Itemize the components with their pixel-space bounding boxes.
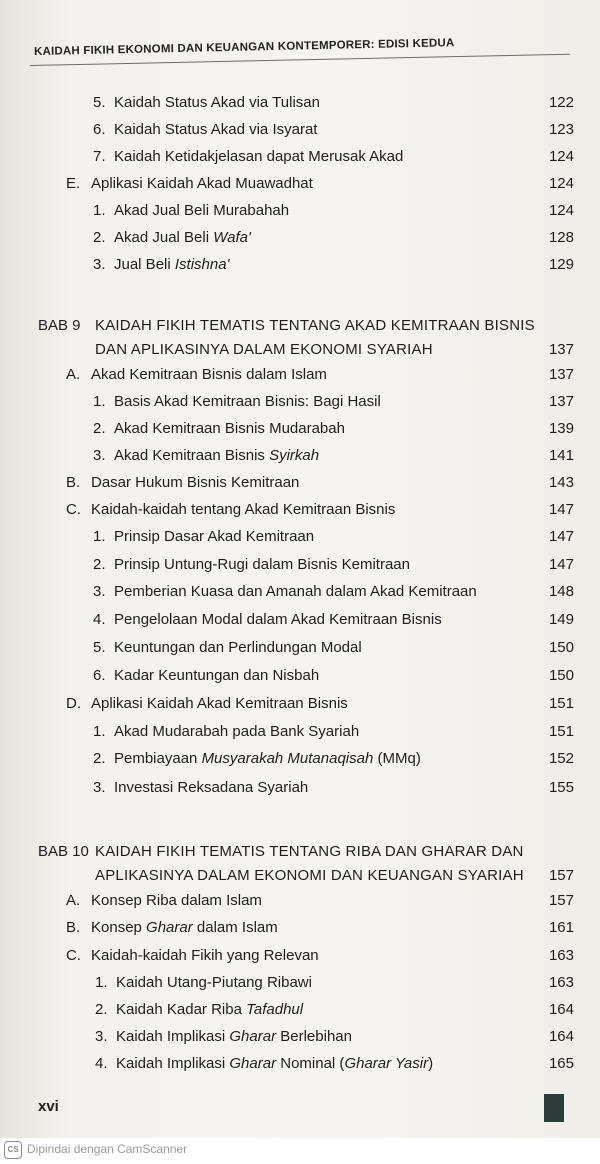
- toc-entry-page: 163: [548, 947, 574, 964]
- toc-entry-page: 124: [548, 148, 574, 165]
- toc-entry-title: Kaidah Kadar Riba Tafadhul: [116, 1001, 304, 1018]
- toc-entry: [0, 416, 600, 442]
- toc-entry-page: 151: [548, 695, 574, 712]
- toc-entry-number: 2.: [95, 1001, 108, 1018]
- toc-entry: [0, 746, 600, 772]
- toc-entry-title: Akad Kemitraan Bisnis Syirkah: [114, 447, 320, 464]
- toc-entry-title: Akad Mudarabah pada Bank Syariah: [114, 723, 360, 740]
- toc-entry-page: 151: [548, 723, 574, 740]
- toc-section-title: Aplikasi Kaidah Akad Kemitraan Bisnis: [91, 695, 348, 712]
- toc-entry-title: Kadar Keuntungan dan Nisbah: [114, 667, 320, 684]
- toc-section-letter: C.: [66, 947, 81, 964]
- chapter-heading: [0, 840, 600, 888]
- toc-entry-number: 7.: [93, 148, 106, 165]
- toc-entry: [0, 117, 600, 143]
- toc-entry-page: 139: [548, 420, 574, 437]
- toc-section: [0, 171, 600, 197]
- toc-entry-page: 128: [548, 229, 574, 246]
- toc-entry-title: Kaidah Status Akad via Isyarat: [114, 121, 318, 138]
- toc-entry: [0, 663, 600, 689]
- page-number: xvi: [38, 1098, 59, 1115]
- toc-entry-number: 6.: [93, 667, 106, 684]
- toc-entry-number: 1.: [93, 202, 106, 219]
- toc-section: [0, 943, 600, 969]
- toc-entry: [0, 90, 600, 116]
- chapter-page: 137: [548, 341, 574, 358]
- toc-section: [0, 362, 600, 388]
- toc-entry-number: 3.: [93, 779, 106, 796]
- toc-section: [0, 915, 600, 941]
- toc-entry-page: 149: [548, 611, 574, 628]
- toc-section-title: Aplikasi Kaidah Akad Muawadhat: [91, 175, 313, 192]
- toc-entry: [0, 144, 600, 170]
- toc-entry-title: Pengelolaan Modal dalam Akad Kemitraan Bisnis: [114, 611, 442, 628]
- toc-entry-page: 141: [548, 447, 574, 464]
- chapter-heading: [0, 314, 600, 362]
- toc-entry-page: 129: [548, 256, 574, 273]
- toc-entry-number: 3.: [93, 256, 106, 273]
- toc-section-letter: E.: [66, 175, 81, 192]
- toc-entry: [0, 198, 600, 224]
- toc-section-title: Akad Kemitraan Bisnis dalam Islam: [91, 366, 327, 383]
- toc-entry: [0, 775, 600, 801]
- toc-entry: [0, 970, 600, 996]
- toc-section: [0, 888, 600, 914]
- toc-section-title: Konsep Gharar dalam Islam: [91, 919, 278, 936]
- toc-entry-title: Jual Beli Istishna': [114, 256, 230, 273]
- toc-entry: [0, 635, 600, 661]
- toc-section-title: Dasar Hukum Bisnis Kemitraan: [91, 474, 300, 491]
- chapter-title: KAIDAH FIKIH TEMATIS TENTANG AKAD KEMITRAAN BISNIS DAN APLIKASINYA DALAM EKONOMI SYARIAH: [95, 317, 535, 358]
- toc-entry: [0, 719, 600, 745]
- toc-entry-page: 147: [548, 528, 574, 545]
- toc-section-title: Kaidah-kaidah Fikih yang Relevan: [91, 947, 319, 964]
- toc-entry-page: 137: [548, 366, 574, 383]
- toc-entry-title: Pemberian Kuasa dan Amanah dalam Akad Kemitraan: [114, 583, 477, 600]
- toc-section-title: Konsep Riba dalam Islam: [91, 892, 262, 909]
- toc-section: [0, 497, 600, 523]
- toc-entry-number: 1.: [93, 528, 106, 545]
- toc-entry-title: Prinsip Untung-Rugi dalam Bisnis Kemitraan: [114, 556, 410, 573]
- toc-entry-number: 6.: [93, 121, 106, 138]
- toc-entry-title: Kaidah Utang-Piutang Ribawi: [116, 974, 312, 991]
- toc-entry-page: 150: [548, 667, 574, 684]
- toc-entry-number: 2.: [93, 420, 106, 437]
- toc-section-title: Kaidah-kaidah tentang Akad Kemitraan Bisnis: [91, 501, 396, 518]
- toc-entry-number: 3.: [95, 1028, 108, 1045]
- toc-entry: [0, 252, 600, 278]
- camscanner-logo-icon: CS: [4, 1141, 22, 1159]
- toc-entry-number: 3.: [93, 583, 106, 600]
- toc-entry-page: 165: [548, 1055, 574, 1072]
- toc-entry-number: 3.: [93, 447, 106, 464]
- toc-entry-page: 148: [548, 583, 574, 600]
- toc-entry-title: Akad Jual Beli Murabahah: [114, 202, 290, 219]
- toc-section-letter: B.: [66, 919, 81, 936]
- toc-entry-number: 4.: [93, 611, 106, 628]
- toc-section-letter: D.: [66, 695, 81, 712]
- toc-entry-page: 164: [548, 1001, 574, 1018]
- toc-entry-page: 152: [548, 750, 574, 767]
- toc-entry-page: 124: [548, 202, 574, 219]
- toc-entry: [0, 1024, 600, 1050]
- toc-entry-number: 5.: [93, 94, 106, 111]
- toc-section-letter: A.: [66, 892, 81, 909]
- toc-entry-number: 1.: [93, 393, 106, 410]
- chapter-title: KAIDAH FIKIH TEMATIS TENTANG RIBA DAN GHARAR DAN APLIKASINYA DALAM EKONOMI DAN KEUANGAN SYARIAH: [95, 843, 524, 884]
- toc-entry: [0, 524, 600, 550]
- toc-entry-page: 164: [548, 1028, 574, 1045]
- toc-section: [0, 470, 600, 496]
- toc-section-letter: C.: [66, 501, 81, 518]
- toc-entry-page: 147: [548, 556, 574, 573]
- toc-entry: [0, 552, 600, 578]
- corner-tab-mark: [544, 1094, 564, 1122]
- toc-entry-title: Basis Akad Kemitraan Bisnis: Bagi Hasil: [114, 393, 381, 410]
- toc-entry-title: Kaidah Implikasi Gharar Berlebihan: [116, 1028, 352, 1045]
- toc-entry-page: 155: [548, 779, 574, 796]
- toc-entry-page: 124: [548, 175, 574, 192]
- toc-entry-title: Kaidah Status Akad via Tulisan: [114, 94, 320, 111]
- toc-entry-title: Akad Jual Beli Wafa': [114, 229, 251, 246]
- toc-section: [0, 691, 600, 717]
- toc-entry-number: 2.: [93, 229, 106, 246]
- toc-entry: [0, 225, 600, 251]
- toc-entry-number: 1.: [93, 723, 106, 740]
- running-head: KAIDAH FIKIH EKONOMI DAN KEUANGAN KONTEMPORER: EDISI KEDUA: [33, 37, 455, 58]
- scanner-watermark-text: Dipindai dengan CamScanner: [27, 1142, 188, 1156]
- toc-entry: [0, 1051, 600, 1077]
- toc-entry: [0, 607, 600, 633]
- toc-entry: [0, 443, 600, 469]
- toc-entry-page: 150: [548, 639, 574, 656]
- toc-entry-title: Pembiayaan Musyarakah Mutanaqisah (MMq): [114, 750, 421, 767]
- toc-entry-number: 2.: [93, 556, 106, 573]
- toc-entry-title: Keuntungan dan Perlindungan Modal: [114, 639, 362, 656]
- toc-section-letter: B.: [66, 474, 81, 491]
- toc-entry-page: 122: [548, 94, 574, 111]
- toc-entry-title: Kaidah Implikasi Gharar Nominal (Gharar Yasir): [116, 1055, 434, 1072]
- toc-entry-title: Kaidah Ketidakjelasan dapat Merusak Akad: [114, 148, 404, 165]
- toc-entry-page: 161: [548, 919, 574, 936]
- toc-entry: [0, 997, 600, 1023]
- toc-entry-number: 5.: [93, 639, 106, 656]
- toc-entry-number: 1.: [95, 974, 108, 991]
- toc-entry: [0, 389, 600, 415]
- toc-entry-title: Prinsip Dasar Akad Kemitraan: [114, 528, 315, 545]
- toc-entry-page: 157: [548, 892, 574, 909]
- toc-section-letter: A.: [66, 366, 81, 383]
- chapter-page: 157: [548, 867, 574, 884]
- toc-entry-number: 4.: [95, 1055, 108, 1072]
- toc-entry-title: Akad Kemitraan Bisnis Mudarabah: [114, 420, 345, 437]
- toc-entry-page: 163: [548, 974, 574, 991]
- scanner-watermark-bar: [0, 1138, 600, 1164]
- toc-entry: [0, 579, 600, 605]
- toc-entry-page: 143: [548, 474, 574, 491]
- toc-entry-title: Investasi Reksadana Syariah: [114, 779, 309, 796]
- toc-entry-page: 123: [548, 121, 574, 138]
- chapter-label: BAB 10: [38, 843, 89, 860]
- chapter-label: BAB 9: [38, 317, 81, 334]
- toc-entry-page: 147: [548, 501, 574, 518]
- toc-entry-number: 2.: [93, 750, 106, 767]
- toc-entry-page: 137: [548, 393, 574, 410]
